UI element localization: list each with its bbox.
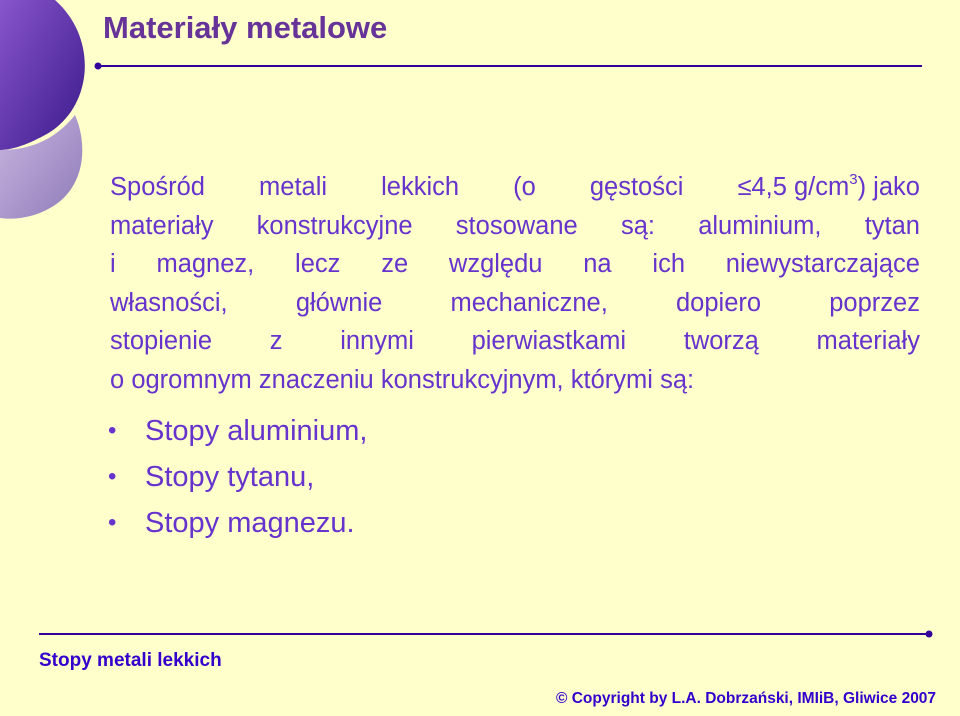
word: na [583,250,612,278]
paragraph-line-2 [110,207,920,246]
word: stopienie [110,327,213,355]
paragraph-line-3 [110,245,920,284]
slide-title: Materiały metalowe [103,10,388,45]
word: (o [513,173,536,201]
superscript: 3 [849,170,858,188]
footer-copyright: © Copyright by L.A. Dobrzański, IMIiB, Gliwice 2007 [556,690,937,707]
word: są: [620,211,655,240]
density-tail: ) jako [857,173,920,201]
word: konstrukcyjnym, [380,365,564,394]
word: mechaniczne, [450,288,608,317]
word: tytan [864,211,920,240]
paragraph-line-5 [110,322,920,361]
word: głównie [295,288,383,317]
word: Spośród [110,173,205,201]
word: i [110,250,116,278]
word: o [110,365,125,394]
word: są: [660,365,695,394]
list-item [108,500,367,546]
word: ze [381,250,409,278]
word: znaczeniu [258,365,374,394]
word: poprzez [829,288,920,317]
word: innymi [340,327,414,355]
word: względu [448,250,543,278]
word: gęstości [589,173,684,201]
word: metali [259,173,328,201]
word: materiały [110,211,214,240]
density-value [737,168,920,207]
word: tworzą [683,327,759,355]
paragraph-line-1 [110,168,920,207]
word: konstrukcyjne [256,211,413,240]
main-paragraph [110,168,920,399]
word: materiały [816,327,920,355]
list-item-label: Stopy aluminium, [145,415,368,447]
list-item-label: Stopy tytanu, [145,461,315,493]
word: z [269,327,283,355]
word: aluminium, [698,211,822,240]
density-symbol: ≤4,5 g/cm [737,173,850,201]
footer-section-title: Stopy metali lekkich [39,650,222,671]
bullet-icon: • [108,417,117,444]
word: lecz [295,250,341,278]
top-rule [0,0,960,80]
paragraph-line-6 [110,361,920,400]
word: dopiero [675,288,762,317]
word: niewystarczające [725,250,920,278]
word: własności, [110,288,228,317]
list-item [108,408,367,454]
word: pierwiastkami [471,327,627,355]
paragraph-line-4 [110,284,920,323]
word: ich [652,250,686,278]
bullet-icon: • [108,509,117,536]
bullet-icon: • [108,463,117,490]
list-item [108,454,367,500]
word: lekkich [381,173,460,201]
word: stosowane [455,211,578,240]
word: magnez, [156,250,255,278]
word: ogromnym [131,365,252,394]
word: którymi [570,365,653,394]
bullet-list [108,408,367,546]
list-item-label: Stopy magnezu. [145,507,355,539]
